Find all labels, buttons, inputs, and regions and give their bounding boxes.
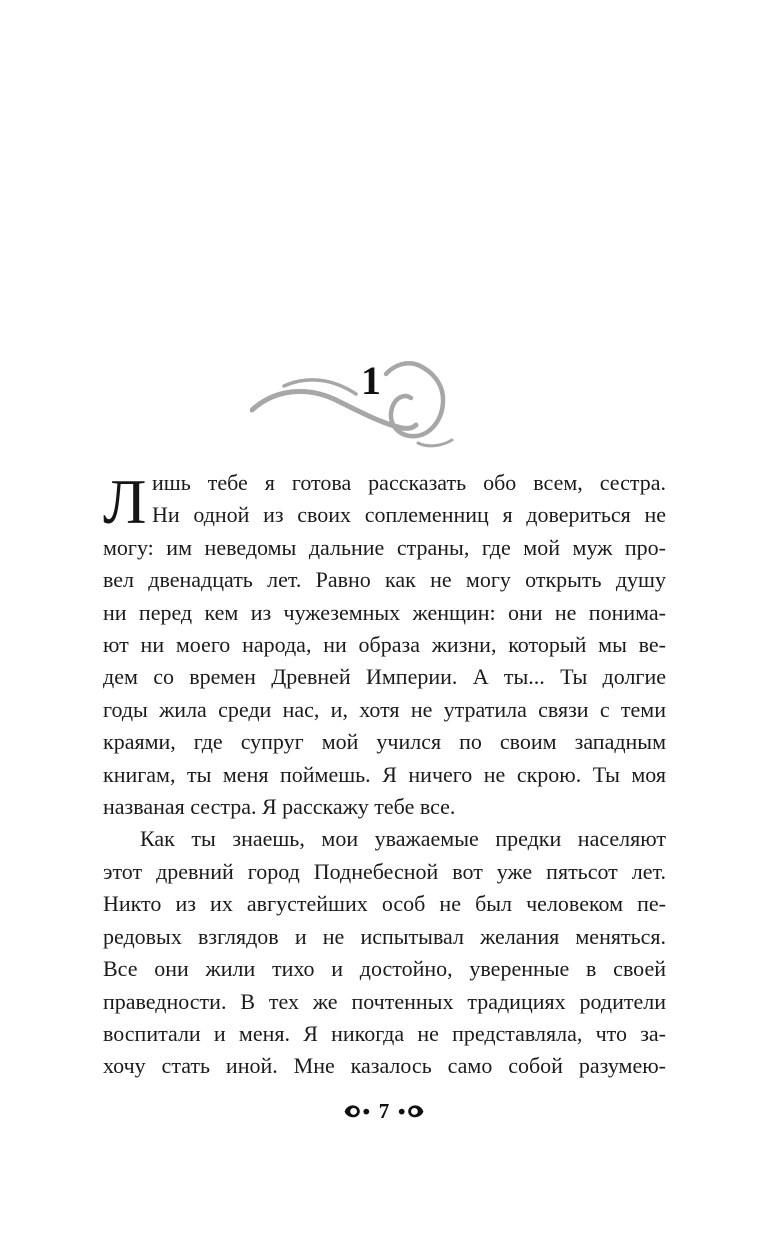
paragraph-1 [103,467,666,823]
text-line: годы жила среди нас, и, хотя не утратила связи с теми [103,696,666,722]
paragraph-2 [103,823,666,1082]
text-line: воспитали и меня. Я никогда не представляла, что за- [103,1020,666,1046]
drop-cap: Л [103,466,147,537]
footer-ornament-left-icon [344,1104,370,1119]
text-line: вел двенадцать лет. Равно как не могу открыть душу [103,567,666,593]
text-line: Как ты знаешь, мои уважаемые предки населяют [140,826,666,852]
text-line: редовых взглядов и не испытывал желания меняться. [103,923,666,949]
text-line: Ни одной из своих соплеменниц я довериться не [152,502,666,528]
text-line: Никто из их августейших особ не был человеком пе- [103,891,666,917]
text-line: краями, где супруг мой учился по своим западным [103,729,666,755]
text-line: ишь тебе я готова рассказать обо всем, сестра. [152,470,666,495]
text-line: ют ни моего народа, ни образа жизни, который мы ве- [103,632,666,658]
text-line: дем со времен Древней Империи. А ты... Ты долгие [103,664,666,690]
text-line: названая сестра. Я расскажу тебе все. [103,794,456,820]
text-line: книгам, ты меня поймешь. Я ничего не скрою. Ты моя [103,761,666,787]
text-line: ни перед кем из чужеземных женщин: они не понима- [103,599,666,625]
page-number: 7 [378,1099,390,1123]
text-line: могу: им неведомы дальние страны, где мой муж про- [103,534,666,560]
text-line: хочу стать иной. Мне казалось само собой разумею- [103,1053,666,1079]
text-line: Все они жили тихо и достойно, уверенные в своей [103,956,666,982]
text-line: этот древний город Поднебесной вот уже пятьсот лет. [103,858,666,884]
text-line: праведности. В тех же почтенных традициях родители [103,988,666,1014]
page-footer [0,1101,768,1122]
chapter-number: 1 [361,358,381,403]
text-block [103,467,666,1083]
footer-ornament-right-icon [398,1104,424,1119]
